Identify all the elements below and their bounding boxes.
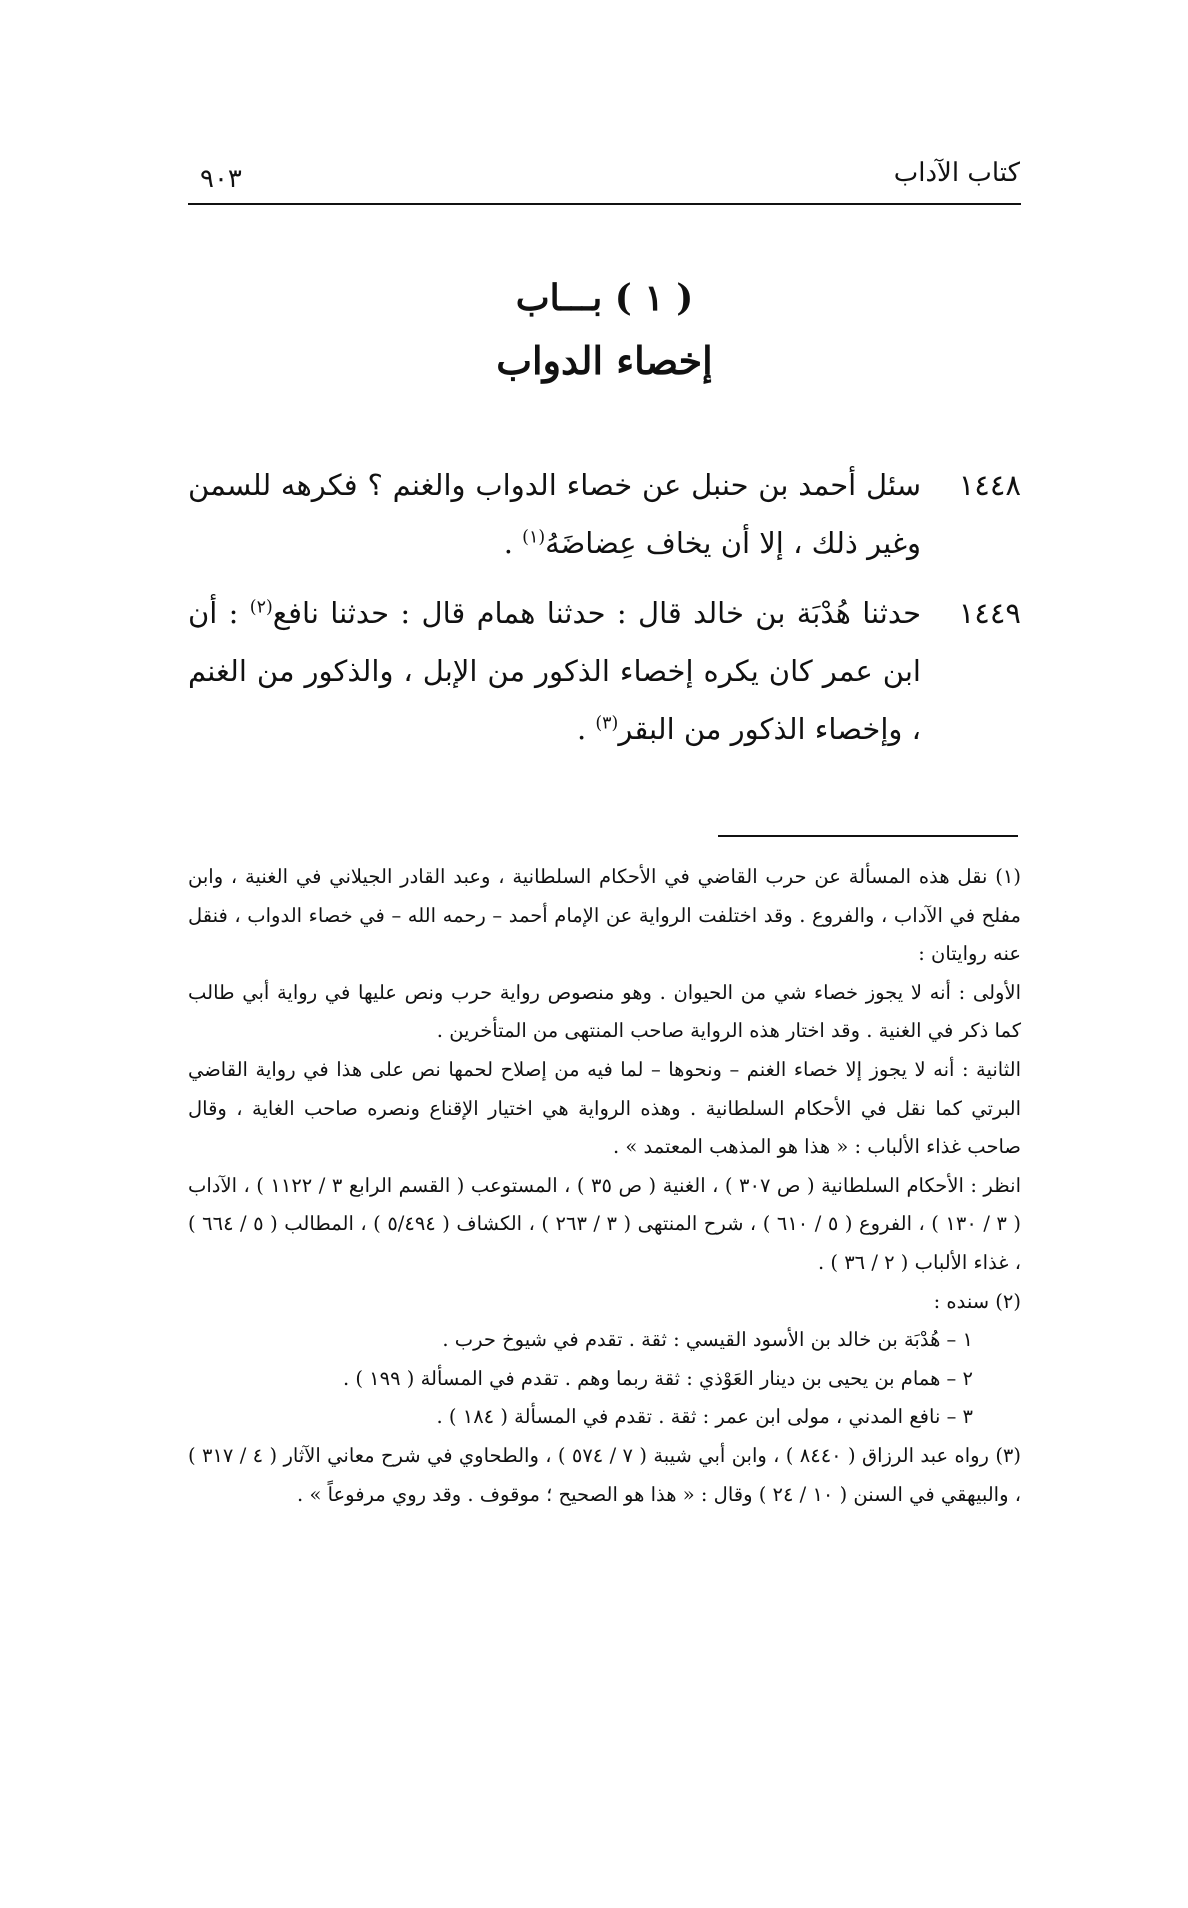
footnote-ref[interactable]: (٢) <box>249 597 273 618</box>
entry-1448 <box>188 456 1021 572</box>
header-rule <box>188 203 1021 205</box>
entry-1449 <box>188 584 1021 758</box>
entry-number: ١٤٤٨ <box>958 468 1021 502</box>
footnote-2-narrator: ٣ – نافع المدني ، مولى ابن عمر : ثقة . تقدم في المسألة ( ١٨٤ ) . <box>436 1405 973 1429</box>
footnote-2-narrator: ١ – هُدْبَة بن خالد بن الأسود القيسي : ثقة . تقدم في شيوخ حرب . <box>442 1328 973 1352</box>
entry-text: : أن ابن عمر كان يكره إخصاء الذكور من الإبل ، والذكور من الغنم ، وإخصاء الذكور من البقر <box>188 596 921 746</box>
footnote-1-references: انظر : الأحكام السلطانية ( ص ٣٠٧ ) ، الغنية ( ص ٣٥ ) ، المستوعب ( القسم الرابع ٣ / ١١٢٢ ) ، الآداب ( ٣ / ١٣٠ ) ، الفروع ( ٥ / ٦١٠ ) ، شرح المنتهى ( ٣ / ٢٦٣ ) ، الكشاف ( ٥/٤٩٤ ) ، المطالب ( ٥ / ٦٦٤ ) ، غذاء الألباب ( ٢ / ٣٦ ) . <box>188 1173 1022 1274</box>
entry-text: حدثنا هُدْبَة بن خالد قال : حدثنا همام قال : حدثنا نافع <box>272 596 922 630</box>
footnote-1-second-opinion: الثانية : أنه لا يجوز إلا خصاء الغنم – ونحوها – لما فيه من إصلاح لحمها نص على هذا في رواية القاضي البرتي كما نقل في الأحكام السلطانية . وهذه الرواية هي اختيار الإقناع ونصره صاحب الغاية ، وقال صاحب غذاء الألباب : « هذا هو المذهب المعتمد » . <box>188 1057 1021 1159</box>
footnote-2-intro: (٢) سنده : <box>933 1289 1021 1313</box>
chapter-subtitle: إخصاء الدواب <box>496 338 713 383</box>
footnote-rule <box>718 835 1018 837</box>
running-title: كتاب الآداب <box>893 158 1020 188</box>
entry-text: سئل أحمد بن حنبل عن خصاء الدواب والغنم ؟ فكرهه للسمن وغير ذلك ، إلا أن يخاف عِضاضَهُ <box>188 468 921 560</box>
chapter-header <box>188 270 1021 396</box>
entry-text: . <box>503 526 523 560</box>
entry-number: ١٤٤٩ <box>958 596 1021 630</box>
footnote-ref[interactable]: (٣) <box>595 713 619 734</box>
page-number: ٩٠٣ <box>200 164 242 194</box>
footnote-2-narrator: ٢ – همام بن يحيى بن دينار العَوْذي : ثقة ربما وهم . تقدم في المسألة ( ١٩٩ ) . <box>342 1366 973 1390</box>
chapter-heading: ( ١ ) بـــاب <box>515 277 694 319</box>
footnotes <box>188 858 1021 1514</box>
footnote-3: (٣) رواه عبد الرزاق ( ٨٤٤٠ ) ، وابن أبي شيبة ( ٧ / ٥٧٤ ) ، والطحاوي في شرح معاني الآثار ( ٤ / ٣١٧ ) ، والبيهقي في السنن ( ١٠ / ٢٤ ) وقال : « هذا هو الصحيح ؛ موقوف . وقد روي مرفوعاً » . <box>188 1443 1022 1506</box>
main-text <box>188 456 1021 770</box>
footnote-1-first-opinion: الأولى : أنه لا يجوز خصاء شي من الحيوان . وهو منصوص رواية حرب ونص عليها في رواية أبي طالب كما ذكر في الغنية . وقد اختار هذه الرواية صاحب المنتهى من المتأخرين . <box>188 980 1021 1043</box>
footnote-1-intro: (١) نقل هذه المسألة عن حرب القاضي في الأحكام السلطانية ، وعبد القادر الجيلاني في الغنية ، وابن مفلح في الآداب ، والفروع . وقد اختلفت الرواية عن الإمام أحمد – رحمه الله – في خصاء الدواب ، فنقل عنه روايتان : <box>188 865 1021 966</box>
footnote-ref[interactable]: (١) <box>522 527 546 548</box>
entry-text: . <box>576 712 596 746</box>
